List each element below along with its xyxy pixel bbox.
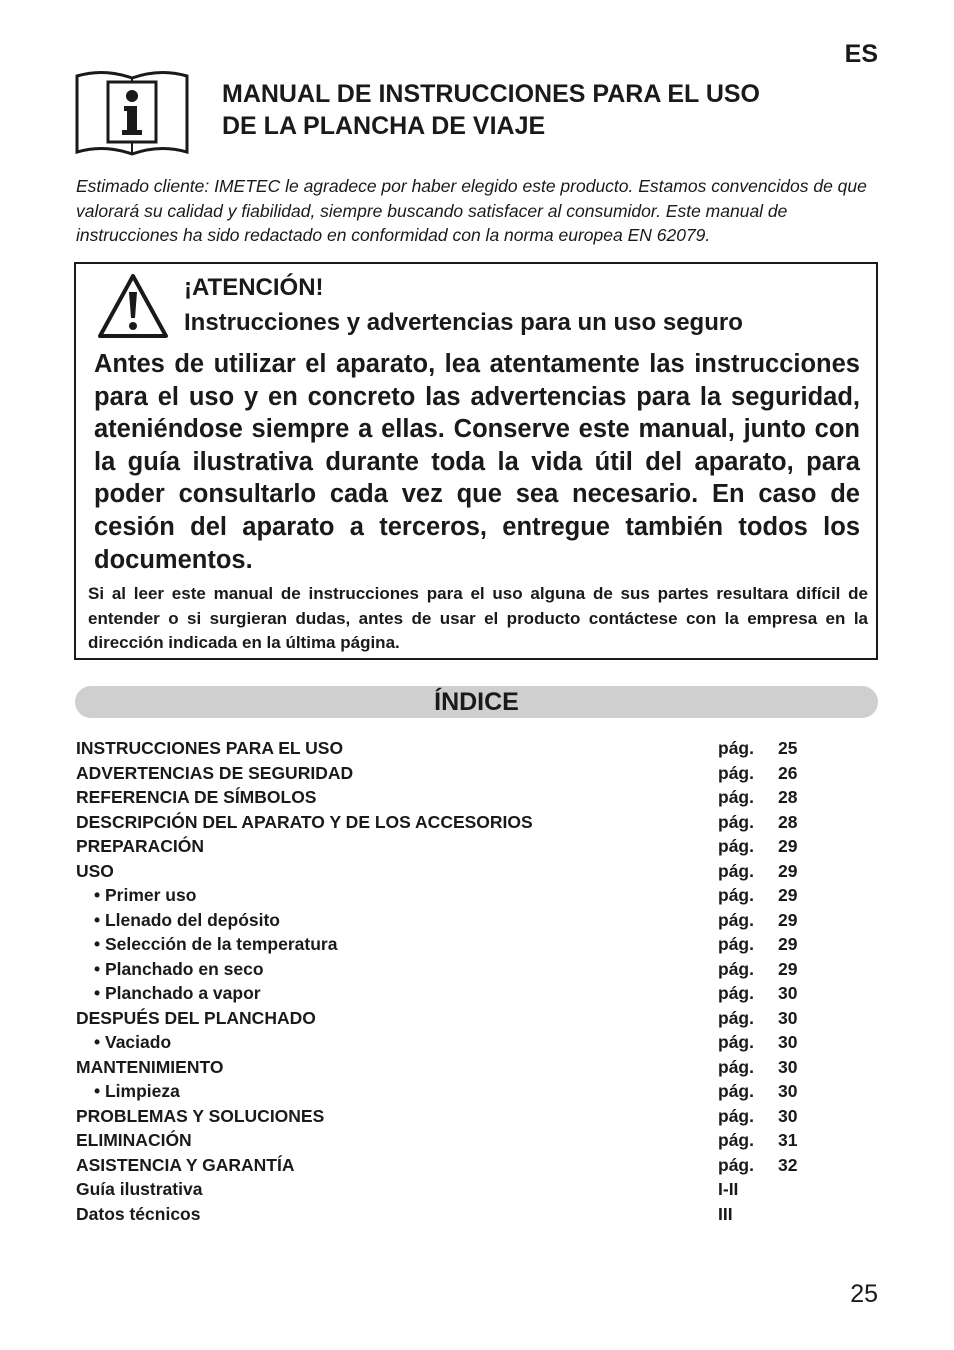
toc-entry-pag: pág. bbox=[718, 983, 754, 1003]
toc-entry-label: ELIMINACIÓN bbox=[76, 1130, 192, 1150]
toc-entry-label: INSTRUCCIONES PARA EL USO bbox=[76, 738, 344, 758]
toc-entry-pag: pág. bbox=[718, 958, 754, 979]
toc-entry-label: • Vaciado bbox=[94, 1032, 172, 1052]
toc-entry-label: PROBLEMAS Y SOLUCIONES bbox=[76, 1105, 325, 1126]
page-number: 25 bbox=[850, 1280, 878, 1308]
table-of-contents bbox=[76, 736, 816, 1226]
toc-entry bbox=[76, 810, 816, 835]
intro-paragraph: Estimado cliente: IMETEC le agradece por haber elegido este producto. Estamos convencidos de que valorará su calidad y fiabilidad, siempre buscando satisfacer al consumidor. Este manual de instrucciones ha sido redactado en conformidad con la norma europea EN 62079. bbox=[76, 176, 867, 245]
toc-entry-pag: pág. bbox=[718, 909, 754, 930]
toc-entry-label: • Planchado a vapor bbox=[94, 983, 261, 1003]
toc-entry-page: 28 bbox=[778, 811, 798, 832]
toc-entry-label: • Selección de la temperatura bbox=[94, 934, 338, 954]
toc-entry-pag: pág. bbox=[718, 787, 754, 807]
toc-entry-label: • Primer uso bbox=[94, 885, 197, 905]
title-line-2: DE LA PLANCHA DE VIAJE bbox=[222, 112, 546, 140]
toc-entry-page: 29 bbox=[778, 909, 798, 930]
toc-entry-pag: pág. bbox=[718, 885, 754, 905]
toc-entry-page: 30 bbox=[778, 1105, 798, 1126]
toc-entry bbox=[76, 834, 816, 859]
toc-entry-page: 30 bbox=[778, 983, 798, 1003]
toc-entry bbox=[76, 1177, 816, 1202]
toc-entry-pag: pág. bbox=[718, 836, 754, 856]
toc-entry bbox=[76, 1006, 816, 1031]
toc-entry bbox=[76, 932, 816, 957]
toc-entry-page: 29 bbox=[778, 885, 798, 905]
toc-entry-page: 26 bbox=[778, 762, 798, 783]
toc-entry-pag: pág. bbox=[718, 1130, 754, 1150]
toc-entry-pag: pág. bbox=[718, 762, 754, 783]
warning-triangle-icon bbox=[96, 272, 170, 340]
warning-main-text: Antes de utilizar el aparato, lea atentamente las instrucciones para el uso y en concreto las advertencias para la seguridad, ateniéndose siempre a ellas. Conserve este manual, junto con la guía ilustrativa durante toda la vida útil del aparato, para poder consultarlo cada vez que sea necesario. En caso de cesión del aparato a terceros, entregue también todos los documentos. bbox=[94, 350, 860, 574]
toc-entry-label: Datos técnicos bbox=[76, 1203, 201, 1224]
toc-entry-label: PREPARACIÓN bbox=[76, 836, 205, 856]
warning-note: Si al leer este manual de instrucciones para el uso alguna de sus partes resultara difícil de entender o si surgieran dudas, antes de usar el producto contáctese con la empresa en la dirección indicada en la última página. bbox=[88, 584, 868, 652]
warning-heading bbox=[184, 270, 864, 340]
toc-entry bbox=[76, 1153, 816, 1178]
toc-entry-label: • Limpieza bbox=[94, 1081, 180, 1101]
toc-entry-label: DESPUÉS DEL PLANCHADO bbox=[76, 1007, 316, 1028]
toc-entry-page: 29 bbox=[778, 934, 798, 954]
toc-entry-label: MANTENIMIENTO bbox=[76, 1056, 224, 1077]
toc-entry bbox=[76, 1030, 816, 1055]
toc-entry-page: 29 bbox=[778, 836, 798, 856]
toc-entry bbox=[76, 785, 816, 810]
toc-entry bbox=[76, 883, 816, 908]
toc-entry-pag: pág. bbox=[718, 934, 754, 954]
index-header-bar bbox=[75, 686, 878, 718]
toc-entry-pag: pág. bbox=[718, 1105, 754, 1126]
index-title: ÍNDICE bbox=[434, 688, 519, 716]
toc-entry-label: DESCRIPCIÓN DEL APARATO Y DE LOS ACCESORIOS bbox=[76, 811, 533, 832]
toc-entry-page: 25 bbox=[778, 738, 798, 758]
toc-entry-pag: pág. bbox=[718, 1056, 754, 1077]
toc-entry bbox=[76, 1055, 816, 1080]
toc-entry-label: USO bbox=[76, 860, 114, 881]
warning-title: ¡ATENCIÓN! bbox=[184, 274, 324, 301]
toc-entry-pag: pág. bbox=[718, 1081, 754, 1101]
toc-entry bbox=[76, 736, 816, 761]
toc-entry-label: ASISTENCIA Y GARANTÍA bbox=[76, 1154, 295, 1175]
warning-subtitle: Instrucciones y advertencias para un uso seguro bbox=[184, 309, 743, 336]
toc-entry-page: 30 bbox=[778, 1056, 798, 1077]
toc-entry-pag: pág. bbox=[718, 860, 754, 881]
warning-box bbox=[74, 262, 878, 660]
toc-entry bbox=[76, 981, 816, 1006]
toc-entry-page: 29 bbox=[778, 958, 798, 979]
toc-entry bbox=[76, 1128, 816, 1153]
toc-entry-label: ADVERTENCIAS DE SEGURIDAD bbox=[76, 762, 354, 783]
toc-entry bbox=[76, 908, 816, 933]
title-line-1: MANUAL DE INSTRUCCIONES PARA EL USO bbox=[222, 80, 761, 108]
toc-entry bbox=[76, 1079, 816, 1104]
toc-entry-label: REFERENCIA DE SÍMBOLOS bbox=[76, 787, 317, 807]
toc-entry-page: 30 bbox=[778, 1032, 798, 1052]
toc-entry-pag: pág. bbox=[718, 1154, 754, 1175]
toc-entry bbox=[76, 761, 816, 786]
toc-entry bbox=[76, 957, 816, 982]
manual-info-icon bbox=[74, 68, 190, 156]
document-title bbox=[222, 78, 862, 142]
toc-entry-page: 31 bbox=[778, 1130, 798, 1150]
toc-entry-pag: pág. bbox=[718, 811, 754, 832]
toc-entry-pag: pág. bbox=[718, 738, 754, 758]
toc-entry-page: 30 bbox=[778, 1081, 798, 1101]
language-code: ES bbox=[844, 40, 878, 68]
toc-entry bbox=[76, 1202, 816, 1227]
toc-entry-page: 30 bbox=[778, 1007, 798, 1028]
toc-entry-page: 32 bbox=[778, 1154, 798, 1175]
toc-entry-page: 29 bbox=[778, 860, 798, 881]
toc-entry-pag: pág. bbox=[718, 1007, 754, 1028]
toc-entry bbox=[76, 1104, 816, 1129]
toc-entry-pag: I-II bbox=[718, 1179, 739, 1199]
toc-entry-pag: III bbox=[718, 1203, 733, 1224]
toc-entry bbox=[76, 859, 816, 884]
toc-entry-label: • Planchado en seco bbox=[94, 958, 264, 979]
toc-entry-page: 28 bbox=[778, 787, 798, 807]
toc-entry-label: • Llenado del depósito bbox=[94, 909, 280, 930]
toc-entry-pag: pág. bbox=[718, 1032, 754, 1052]
toc-entry-label: Guía ilustrativa bbox=[76, 1179, 203, 1199]
